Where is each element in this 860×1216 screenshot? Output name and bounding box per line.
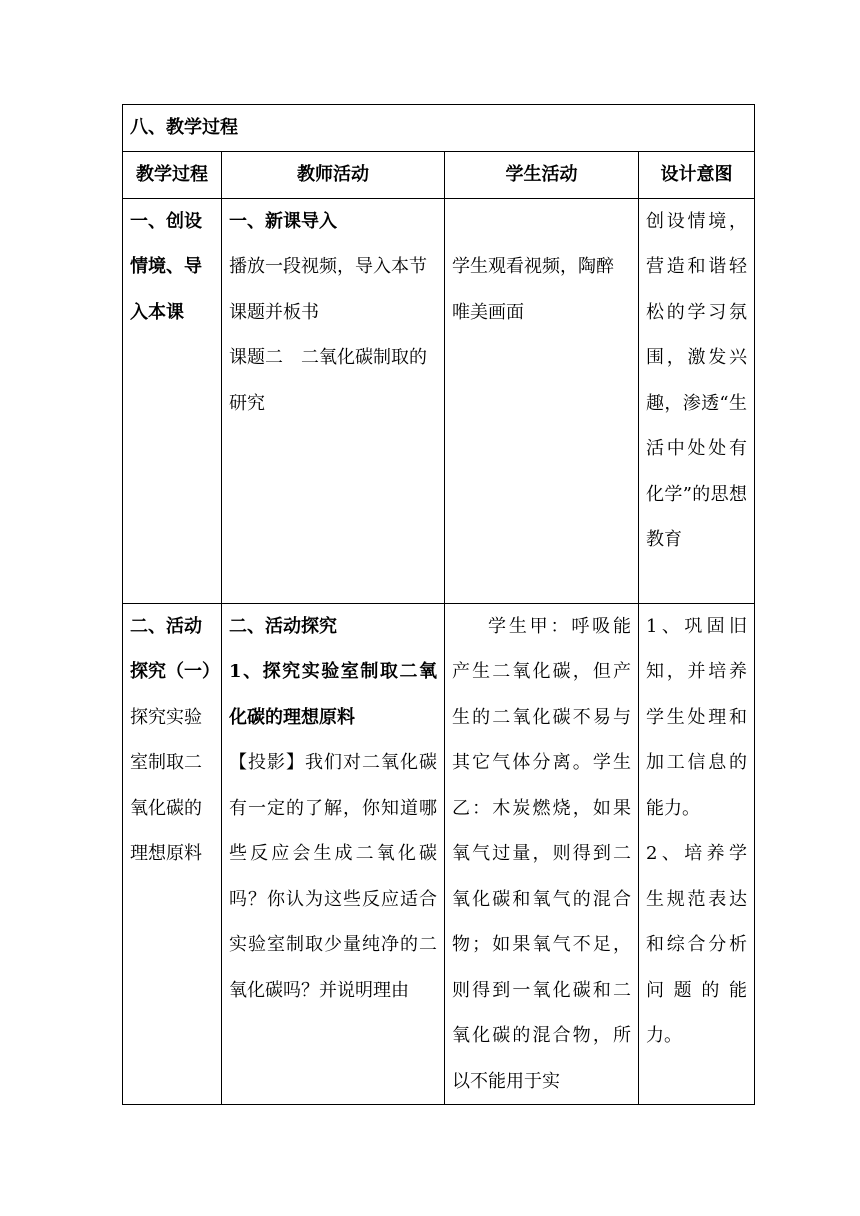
teacher-line: 课题二 二氧化碳制取的研究 [229,347,427,414]
student-text: 学生观看视频，陶醉唯美画面 [452,256,614,323]
design-intent-text: 创设情境，营造和谐轻松的学习氛围，激发兴趣，渗透“生活中处处有化学”的思想教育 [646,210,747,550]
spacer [452,199,631,245]
student-activity-cell [445,603,639,1105]
table-row [123,198,755,603]
student-text: 学生甲：呼吸能产生二氧化碳，但产生的二氧化碳不易与其它气体分离。学生乙：木炭燃烧，如果氧气过量，则得到二氧化碳和氧气的混合物；如果氧气不足，则得到一氧化碳和二氧化碳的混合物，所以不能用于实 [452,615,631,1092]
teacher-line: 播放一段视频，导入本节课题并板书 [229,256,427,323]
process-cell [123,603,222,1105]
header-teacher-activity: 教师活动 [222,152,445,199]
teaching-process-table [122,104,755,1105]
teacher-body: 【投影】我们对二氧化碳有一定的了解，你知道哪些反应会生成二氧化碳吗？你认为这些反应适合实验室制取少量纯净的二氧化碳吗？并说明理由 [229,752,437,1001]
header-process: 教学过程 [123,152,222,199]
table-row [123,603,755,1105]
teacher-activity-cell [222,198,445,603]
design-intent-cell [639,198,755,603]
teacher-heading: 一、新课导入 [229,210,337,232]
process-text: 探究实验室制取二氧化碳的理想原料 [130,706,202,864]
header-row [123,152,755,199]
process-cell [123,198,222,603]
teacher-activity-cell [222,603,445,1105]
design-intent-cell [639,603,755,1105]
section-title: 八、教学过程 [123,105,755,152]
process-text: 一、创设情境、导入本课 [130,210,202,323]
section-title-row [123,105,755,152]
teacher-heading: 二、活动探究 [229,615,337,637]
header-design-intent: 设计意图 [639,152,755,199]
design-intent-item: 1、巩固旧知，并培养学生处理和加工信息的能力。 [646,615,747,819]
header-student-activity: 学生活动 [445,152,639,199]
design-intent-item: 2、培养学生规范表达和综合分析问题的能力。 [646,843,747,1046]
teacher-subheading: 1、探究实验室制取二氧化碳的理想原料 [229,661,437,728]
process-bold-text: 二、活动探究（一） [130,615,220,682]
student-activity-cell [445,198,639,603]
